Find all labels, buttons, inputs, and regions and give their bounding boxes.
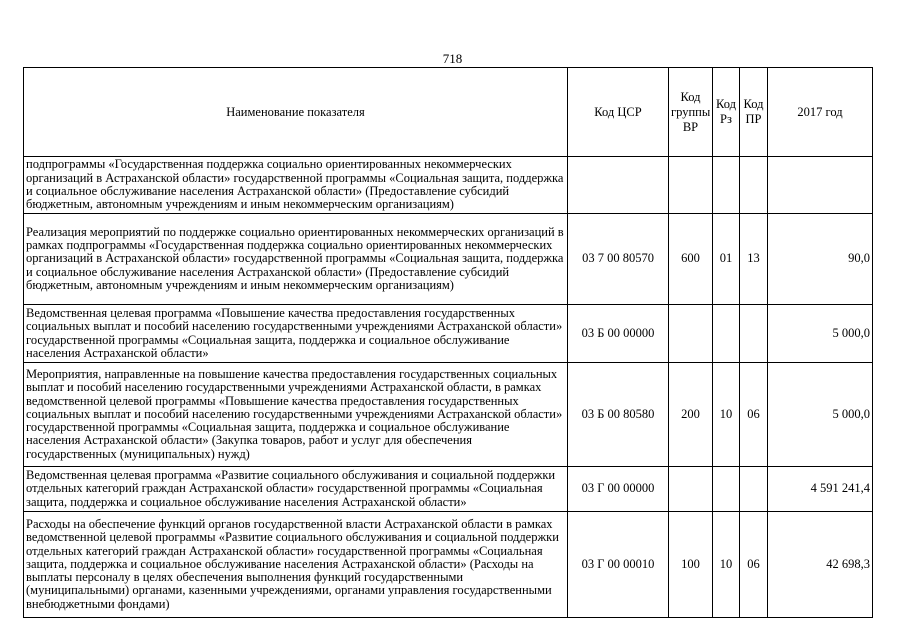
- budget-table: [23, 67, 873, 618]
- header-name: Наименование показателя: [24, 68, 568, 157]
- header-vr: Код группы ВР: [669, 68, 713, 157]
- row-name: Ведомственная целевая программа «Повышение качества предоставления государственных социальных выплат и пособий населению государственными учреждениями Астраханской области» государственной программы «Социальная защита, поддержка и социальное обслуживание населения Астраханской области»: [24, 305, 568, 363]
- row-vr-code: 600: [669, 214, 713, 305]
- header-year: 2017 год: [768, 68, 873, 157]
- row-amount: 5 000,0: [768, 305, 873, 363]
- row-amount: 42 698,3: [768, 512, 873, 618]
- row-vr-code: [669, 157, 713, 214]
- row-csr-code: 03 Б 00 80580: [568, 363, 669, 467]
- table-row: [24, 214, 873, 305]
- row-vr-code: [669, 305, 713, 363]
- row-rz-code: 01: [713, 214, 740, 305]
- row-amount: 90,0: [768, 214, 873, 305]
- table-row: [24, 467, 873, 512]
- row-pr-code: 06: [740, 363, 768, 467]
- row-pr-code: 06: [740, 512, 768, 618]
- header-rz: Код Рз: [713, 68, 740, 157]
- page-number: 718: [442, 51, 463, 66]
- row-name: подпрограммы «Государственная поддержка социально ориентированных некоммерческих организаций в Астраханской области» государственной программы «Социальная защита, поддержка и социальное обслуживание населения Астраханской области» (Предоставление субсидий бюджетным, автономным учреждениям и иным некоммерческим организациям): [24, 157, 568, 214]
- row-name: Ведомственная целевая программа «Развитие социального обслуживания и социальной поддержки отдельных категорий граждан Астраханской области» государственной программы «Социальная защита, поддержка и социальное обслуживание населения Астраханской области»: [24, 467, 568, 512]
- row-vr-code: [669, 467, 713, 512]
- row-csr-code: 03 Б 00 00000: [568, 305, 669, 363]
- row-vr-code: 200: [669, 363, 713, 467]
- row-csr-code: 03 7 00 80570: [568, 214, 669, 305]
- row-pr-code: 13: [740, 214, 768, 305]
- header-pr: Код ПР: [740, 68, 768, 157]
- row-amount: [768, 157, 873, 214]
- row-csr-code: [568, 157, 669, 214]
- row-name: Реализация мероприятий по поддержке социально ориентированных некоммерческих организаций в рамках подпрограммы «Государственная поддержка социально ориентированных некоммерческих организаций в Астраханской области» государственной программы «Социальная защита, поддержка и социальное обслуживание населения Астраханской области» (Предоставление субсидий бюджетным, автономным учреждениям и иным некоммерческим организациям): [24, 214, 568, 305]
- row-amount: 5 000,0: [768, 363, 873, 467]
- row-csr-code: 03 Г 00 00010: [568, 512, 669, 618]
- row-vr-code: 100: [669, 512, 713, 618]
- table-row: [24, 305, 873, 363]
- row-rz-code: 10: [713, 512, 740, 618]
- table-row: [24, 512, 873, 618]
- row-rz-code: [713, 157, 740, 214]
- header-csr: Код ЦСР: [568, 68, 669, 157]
- row-name: Мероприятия, направленные на повышение качества предоставления государственных социальных выплат и пособий населению государственными учреждениями Астраханской области, в рамках ведомственной целевой программы «Повышение качества предоставления государственных социальных выплат и пособий населению государственными учреждениями Астраханской области» государственной программы «Социальная защита, поддержка и социальное обслуживание населения Астраханской области» (Закупка товаров, работ и услуг для обеспечения государственных (муниципальных) нужд): [24, 363, 568, 467]
- row-pr-code: [740, 157, 768, 214]
- row-rz-code: [713, 305, 740, 363]
- table-header-row: [24, 68, 873, 157]
- row-rz-code: 10: [713, 363, 740, 467]
- row-amount: 4 591 241,4: [768, 467, 873, 512]
- row-pr-code: [740, 467, 768, 512]
- row-rz-code: [713, 467, 740, 512]
- row-csr-code: 03 Г 00 00000: [568, 467, 669, 512]
- table-row: [24, 363, 873, 467]
- row-name: Расходы на обеспечение функций органов государственной власти Астраханской области в рамках ведомственной целевой программы «Развитие социального обслуживания и социальной поддержки отдельных категорий граждан Астраханской области» государственной программы «Социальная защита, поддержка и социальное обслуживание населения Астраханской области» (Расходы на выплаты персоналу в целях обеспечения выполнения функций государственными (муниципальными) органами, казенными учреждениями, органами управления государственными внебюджетными фондами): [24, 512, 568, 618]
- row-pr-code: [740, 305, 768, 363]
- table-row: [24, 157, 873, 214]
